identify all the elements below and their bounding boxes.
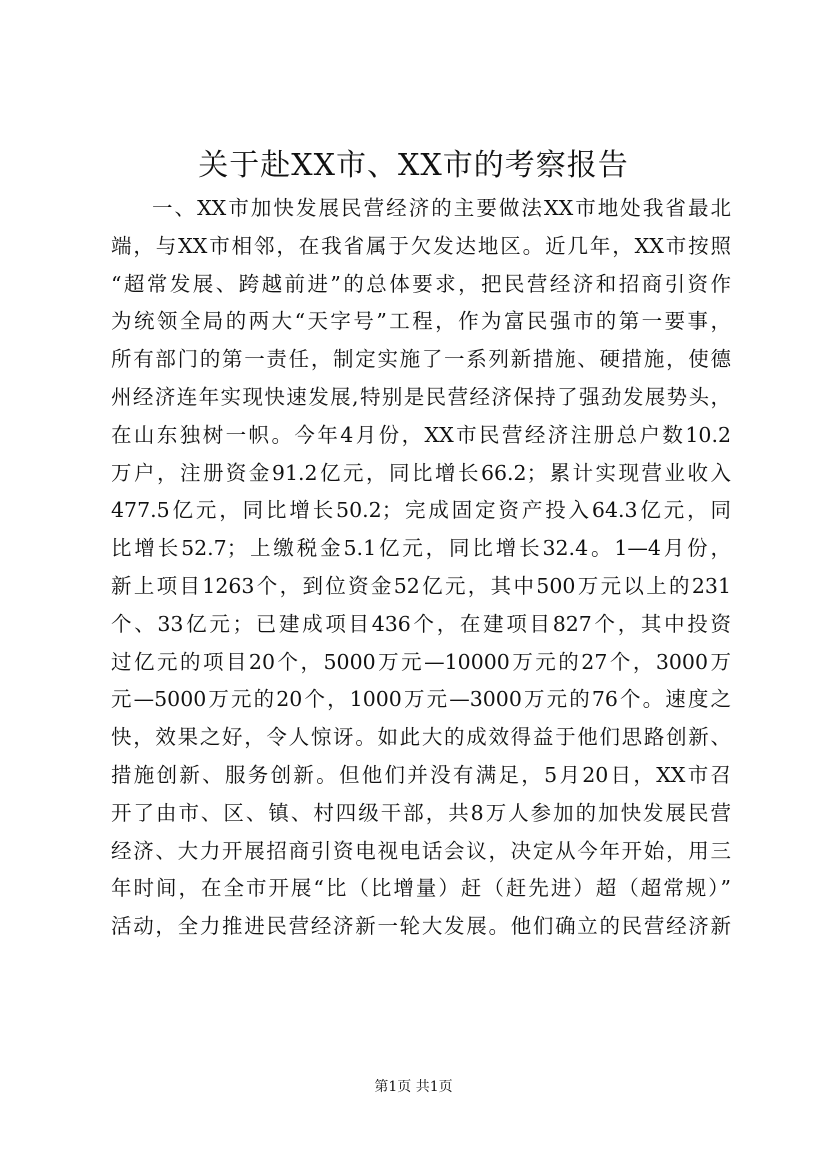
body-line: 477.5亿元，同比增长50.2；完成固定资产投入64.3亿元，同 — [111, 498, 731, 523]
body-line: “超常发展、跨越前进”的总体要求，把民营经济和招商引资作 — [111, 271, 731, 296]
body-line: 元—5000万元的20个，1000万元—3000万元的76个。速度之 — [111, 687, 731, 712]
document-title: 关于赴XX市、XX市的考察报告 — [198, 148, 629, 183]
body-line: 州经济连年实现快速发展,特别是民营经济保持了强劲发展势头， — [111, 384, 731, 409]
body-line: 为统领全局的两大“天字号”工程，作为富民强市的第一要事， — [111, 309, 731, 334]
body-line: 新上项目1263个，到位资金52亿元，其中500万元以上的231 — [111, 573, 731, 598]
body-line: 开了由市、区、镇、村四级干部，共8万人参加的加快发展民营 — [111, 800, 731, 825]
body-line: 个、33亿元；已建成项目436个，在建项目827个，其中投资 — [111, 611, 731, 636]
body-line: 一、XX市加快发展民营经济的主要做法XX市地处我省最北 — [152, 196, 731, 220]
body-line: 年时间，在全市开展“比（比增量）赶（赶先进）超（超常规）” — [111, 876, 731, 901]
body-line: 端，与XX市相邻，在我省属于欠发达地区。近几年，XX市按照 — [111, 233, 731, 258]
body-line: 措施创新、服务创新。但他们并没有满足，5月20日，XX市召 — [111, 762, 731, 787]
body-line: 在山东独树一帜。今年4月份，XX市民营经济注册总户数10.2 — [111, 422, 731, 447]
body-line: 经济、大力开展招商引资电视电话会议，决定从今年开始，用三 — [111, 838, 731, 863]
body-line: 比增长52.7；上缴税金5.1亿元，同比增长32.4。1—4月份， — [111, 536, 731, 561]
body-line: 快，效果之好，令人惊讶。如此大的成效得益于他们思路创新、 — [111, 725, 731, 750]
body-line: 活动，全力推进民营经济新一轮大发展。他们确立的民营经济新 — [111, 914, 731, 939]
body-line: 万户，注册资金91.2亿元，同比增长66.2；累计实现营业收入 — [111, 460, 731, 485]
page-footer: 第1页 共1页 — [374, 1079, 453, 1095]
document-body — [111, 190, 731, 946]
body-line: 所有部门的第一责任，制定实施了一系列新措施、硬措施，使德 — [111, 347, 731, 372]
body-line: 过亿元的项目20个，5000万元—10000万元的27个，3000万 — [111, 649, 731, 674]
